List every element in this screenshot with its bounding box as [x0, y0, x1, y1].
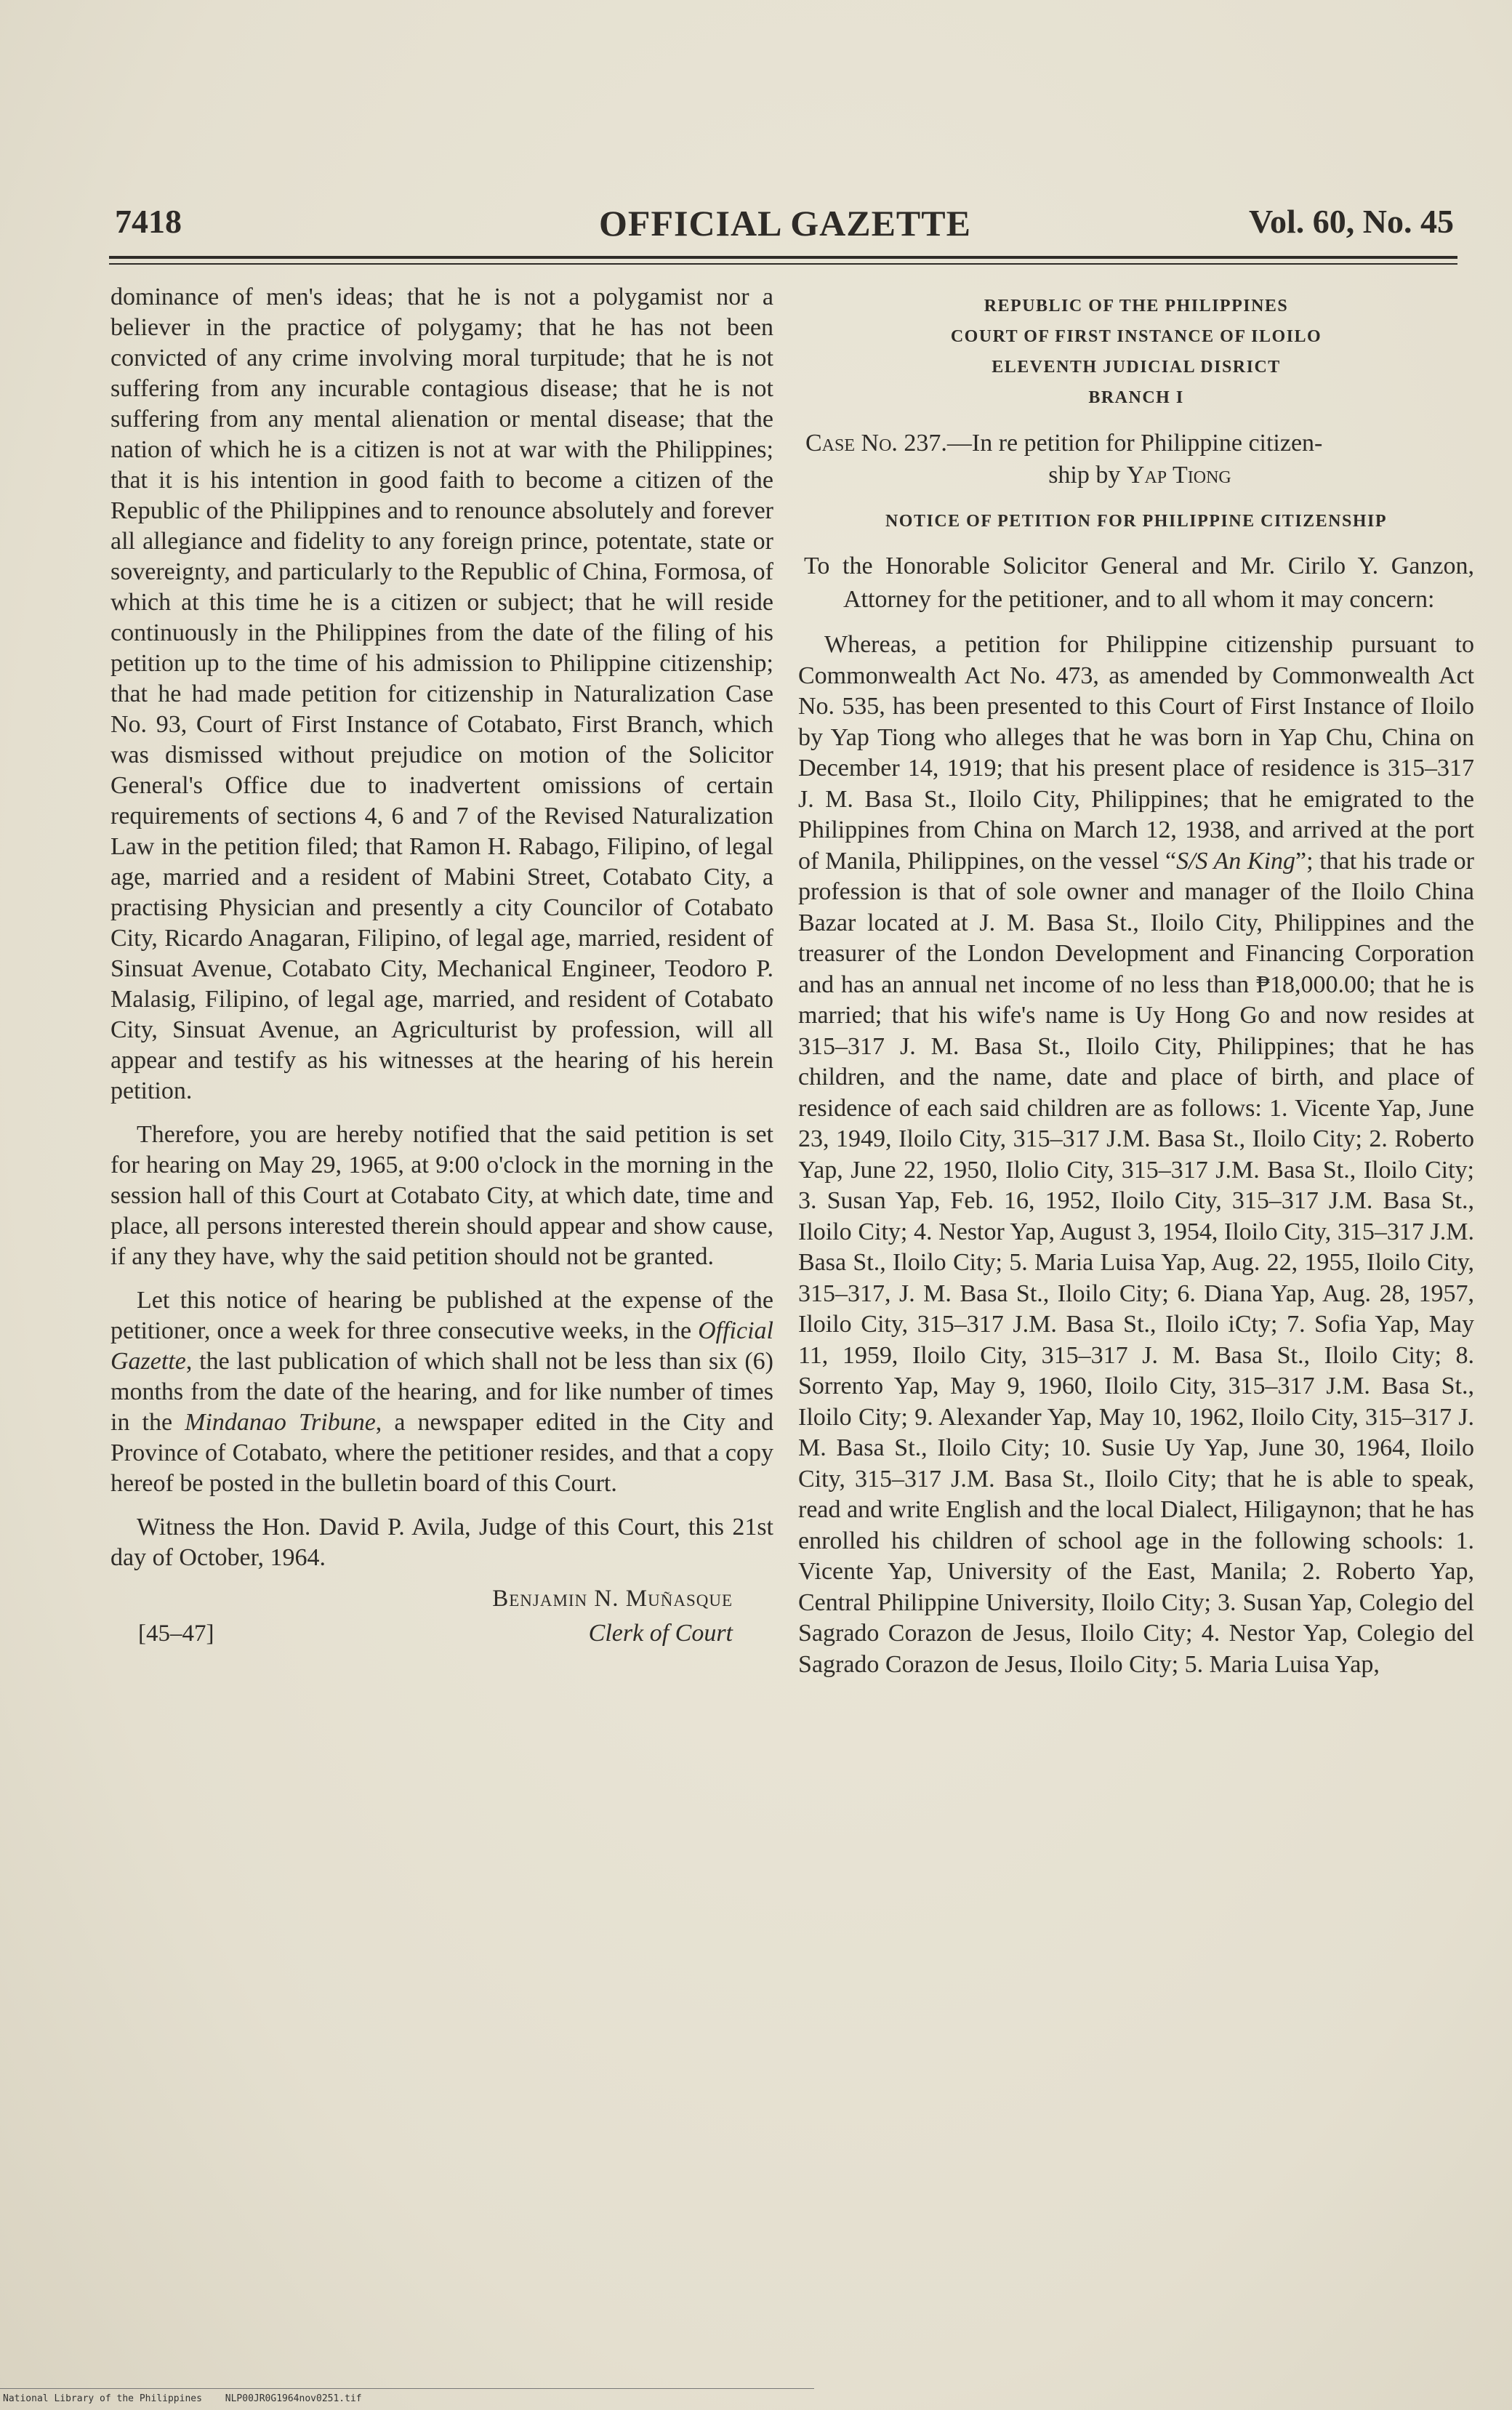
publication-text-1: Let this notice of hearing be published at the expense of the petitioner, once a week for three consecutive weeks, in the	[110, 1287, 773, 1344]
addressee: To the Honorable Solicitor General and Mr. Cirilo Y. Ganzon, Attorney for the petitioner, and to all whom it may concern:	[804, 553, 1474, 613]
signatory-name: Benjamin N. Muñasque	[492, 1586, 733, 1612]
footer-rule	[0, 2388, 814, 2389]
publication-name-gazette: Official Gazette	[110, 1317, 773, 1375]
heading-line: ELEVENTH JUDICIAL DISRICT	[992, 358, 1281, 377]
library-credit: National Library of the Philippines	[3, 2393, 202, 2404]
publication-text-3: , a newspaper edited in the City and Province of Cotabato, where the petitioner resides, and that a copy hereof be posted in the bulletin board of this Court.	[110, 1409, 774, 1497]
case-title	[798, 427, 1474, 491]
header-rule-thin	[109, 263, 1457, 265]
paragraph-publication	[110, 1285, 773, 1499]
court-heading	[798, 291, 1474, 413]
right-column	[798, 291, 1474, 1680]
case-number: Case No. 237.	[805, 430, 947, 457]
page-number: 7418	[115, 203, 182, 240]
vessel-name: S/S An King	[1176, 847, 1296, 875]
publication-text-2: , the last publication of which shall not be less than six (6) months from the date of the hearing, and for like number of times in the	[110, 1348, 773, 1436]
scan-footer	[3, 2393, 379, 2404]
signature-block	[110, 1583, 773, 1663]
petition-body-text-1: Whereas, a petition for Philippine citizenship pursuant to Commonwealth Act No. 473, as amended by Commonwealth Act No. 535, has been presented to this Court of First Instance of Iloilo by Yap Tiong who alleges that he was born in Yap Chu, China on December 14, 1919; that his present place of residence is 315–317 J. M. Basa St., Iloilo City, Philippines; that he emigrated to the Philippines from China on March 12, 1938, and arrived at the port of Manila, Philippines, on the vessel “	[798, 631, 1474, 875]
paragraph-continued: dominance of men's ideas; that he is not a polygamist nor a believer in the practice of polygamy; that he has not been convicted of any crime involving moral turpitude; that he is not suffering from any incurable contagious disease; that he is not suffering from any mental alienation or mental disease; that the nation of which he is a citizen is not at war with the Philippines; that it is his intention in good faith to become a citizen of the Republic of the Philippines and to renounce absolutely and forever all allegiance and fidelity to any foreign prince, potentate, state or sovereignty, and particularly to the Republic of China, Formosa, of which at this time he is a citizen or subject; that he will reside continuously in the Philippines from the date of the filing of his petition up to the time of his admission to Philippine citizenship; that he had made petition for citizenship in Naturalization Case No. 93, Court of First Instance of Cotabato, First Branch, which was dismissed without prejudice on motion of the Solicitor General's Office due to inadvertent omissions of certain requirements of sections 4, 6 and 7 of the Revised Naturalization Law in the petition filed; that Ramon H. Rabago, Filipino, of legal age, married and a resident of Mabini Street, Cotabato City, a practising Physician and presently a city Councilor of Cotabato City, Ricardo Anagaran, Filipino, of legal age, married, resident of Sinsuat Avenue, Cotabato City, Mechanical Engineer, Teodoro P. Malasig, Filipino, of legal age, married, and resident of Cotabato City, Sinsuat Avenue, an Agriculturist by profession, will all appear and testify as his witnesses at the hearing of his herein petition.	[110, 284, 773, 1104]
heading-line: BRANCH I	[1088, 388, 1184, 407]
petition-body-text-2: ”; that his trade or profession is that of sole owner and manager of the Iloilo China Bazar located at J. M. Basa St., Iloilo City, Philippines and the treasurer of the London Development and Financing Corporation and has an annual net income of no less than ₱18,000.00; that he is married; that his wife's name is Uy Hong Go and now resides at 315–317 J. M. Basa St., Iloilo City, Philippines; that he has children, and the name, date and place of birth, and place of residence of each said children are as follows: 1. Vicente Yap, June 23, 1949, Iloilo City, 315–317 J.M. Basa St., Iloilo City; 2. Roberto Yap, June 22, 1950, Ilolio City, 315–317 J.M. Basa St., Iloilo City; 3. Susan Yap, Feb. 16, 1952, Iloilo City, 315–317 J.M. Basa St., Iloilo City; 4. Nestor Yap, August 3, 1954, Iloilo City, 315–317 J.M. Basa St., Iloilo City; 5. Maria Luisa Yap, Aug. 22, 1955, Iloilo City, 315–317, J. M. Basa St., Iloilo City; 6. Diana Yap, Aug. 28, 1957, Iloilo City, 315–317 J.M. Basa St., Iloilo iCty; 7. Sofia Yap, May 11, 1959, Iloilo City, 315–317 J. M. Basa St., Iloilo City; 8. Sorrento Yap, May 9, 1960, Iloilo City, 315–317 J.M. Basa St., Iloilo City; 9. Alexander Yap, May 10, 1962, Iloilo City, 315–317 J. M. Basa St., Iloilo City; 10. Susie Uy Yap, June 30, 1964, Iloilo City, 315–317 J.M. Basa St., Iloilo City; that he is able to speak, read and write English and the local Dialect, Hiligaynon; that he has enrolled his children of school age in the following schools: 1. Vicente Yap, University of the East, Manila; 2. Roberto Yap, Central Philippine University, Iloilo City; 3. Susan Yap, Colegio del Sagrado Corazon de Jesus, Iloilo City; 4. Nestor Yap, Colegio del Sagrado Corazon de Jesus, Iloilo City; 5. Maria Luisa Yap,	[798, 847, 1474, 1678]
case-description-line-2	[798, 459, 1474, 491]
header-rule-thick	[109, 256, 1457, 259]
petitioner-name: Yap Tiong	[1126, 462, 1231, 489]
publication-name-tribune: Mindanao Tribune	[185, 1409, 376, 1436]
case-text-2: ship by	[1048, 462, 1127, 489]
paragraph-hearing-notice: Therefore, you are hereby notified that the said petition is set for hearing on May 29, 1965, at 9:00 o'clock in the morning in the session hall of this Court at Cotabato City, at which date, time and place, all persons interested therein should appear and show cause, if any they have, why the said petition should not be granted.	[110, 1121, 773, 1270]
heading-line: REPUBLIC OF THE PHILIPPINES	[984, 297, 1289, 316]
case-description: —In re petition for Philippine citizen-	[946, 430, 1323, 457]
volume-number: Vol. 60, No. 45	[1249, 203, 1454, 240]
notice-title: NOTICE OF PETITION FOR PHILIPPINE CITIZENSHIP	[885, 512, 1388, 531]
publication-title: OFFICIAL GAZETTE	[599, 203, 971, 244]
petition-body	[798, 630, 1474, 1680]
page-header	[109, 196, 1461, 247]
issue-reference: [45–47]	[138, 1620, 214, 1647]
signatory-role: Clerk of Court	[588, 1620, 733, 1647]
heading-line: COURT OF FIRST INSTANCE OF ILOILO	[950, 327, 1322, 346]
left-column	[110, 282, 773, 1663]
paragraph-witness: Witness the Hon. David P. Avila, Judge of this Court, this 21st day of October, 1964.	[110, 1514, 773, 1571]
scan-filename: NLP00JR0G1964nov0251.tif	[225, 2393, 362, 2404]
